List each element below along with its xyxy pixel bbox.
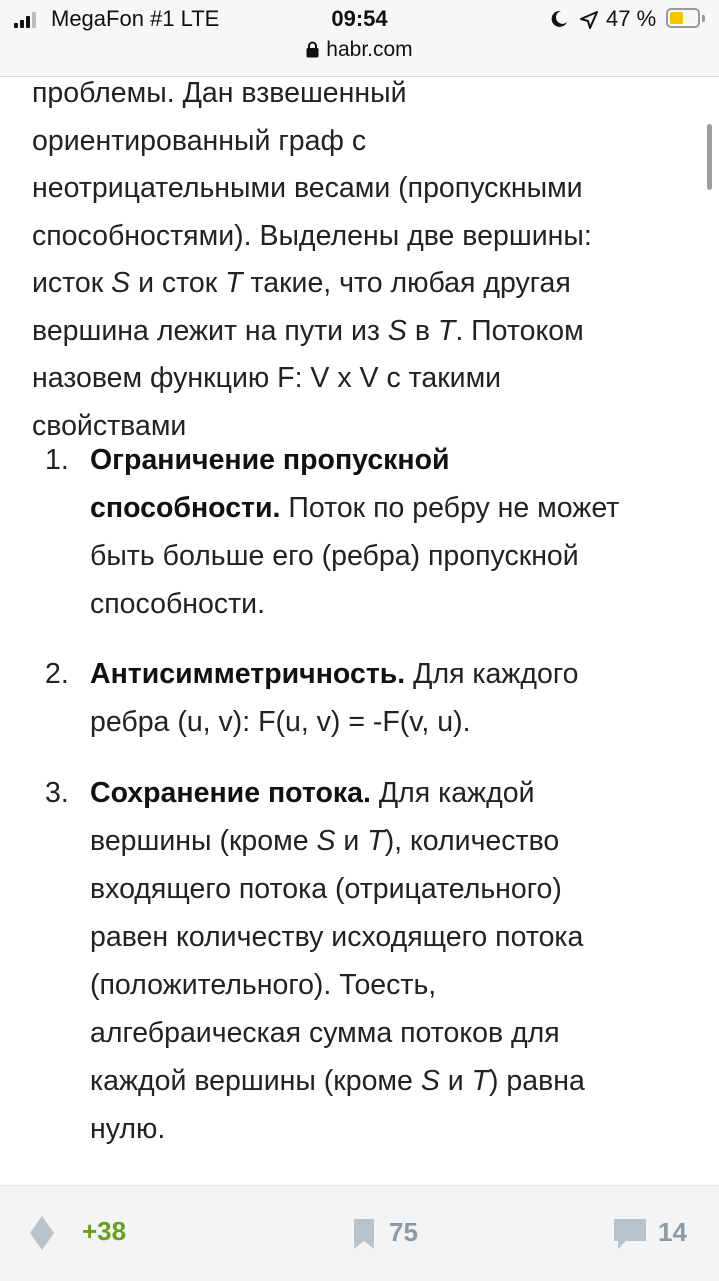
comment-count: 14 [658,1217,687,1247]
lock-icon [306,41,319,58]
list-item: Сохранение потока. Для каждой вершины (кроме S и T), количество входящего потока (отрицательного) равен количеству исходящего потока (положительного). Тоесть, алгебраическая сумма потоков для каждой вершины (кроме S и T) равна нулю. [90,777,585,1145]
rating-icon[interactable] [30,1216,54,1250]
list-number: 1. [45,444,69,476]
list-number: 2. [45,658,69,690]
paragraph-line: вершина лежит на пути из S в T. Потоком [32,314,584,347]
sink-symbol: T [437,314,456,347]
comment-icon[interactable] [614,1219,646,1249]
paragraph-line: назовем функцию F: V x V с такими [32,362,502,394]
item-title: Сохранение потока. [90,777,371,809]
paragraph-line: исток S и сток T такие, что любая другая [32,267,571,299]
location-icon [580,11,598,29]
bookmark-icon[interactable] [354,1219,374,1249]
item-title: Ограничение пропускной [90,444,450,476]
paragraph-line: проблемы. Дан взвешенный [32,77,407,109]
address-bar[interactable] [0,38,719,62]
paragraph-line: ориентированный граф с [32,124,367,157]
sink-symbol: T [225,267,243,299]
clock: 09:54 [331,6,388,31]
list-number: 3. [45,777,69,809]
article-body [32,70,692,450]
battery-level-fill [670,12,683,24]
scrollbar[interactable] [707,124,712,190]
item-title: способности. [90,492,281,524]
paragraph-line: неотрицательными весами (пропускными [32,172,583,204]
carrier-label: MegaFon #1 LTE [51,6,220,31]
source-symbol: S [111,267,131,299]
battery-icon [666,8,700,28]
battery-tip [702,15,705,22]
post-stats-bar [0,1185,719,1281]
bookmark-count: 75 [389,1217,418,1247]
battery-percent: 47 % [606,6,657,31]
status-bar [0,0,719,38]
paragraph-line: способностями). Выделены две вершины: [32,219,592,252]
list-item: Ограничение пропускной способности. Поток по ребру не может быть больше его (ребра) пропускной способности. [90,444,620,620]
item-title: Антисимметричность. [90,658,406,690]
rating-count: +38 [82,1216,127,1246]
paragraph-line: свойствами [32,409,187,442]
browser-top-bar [0,0,719,77]
url-text: habr.com [326,38,413,61]
list-item: Антисимметричность. Для каждого ребра (u, v): F(u, v) = -F(v, u). [90,658,579,738]
source-symbol: S [387,314,407,347]
moon-icon [549,9,569,29]
